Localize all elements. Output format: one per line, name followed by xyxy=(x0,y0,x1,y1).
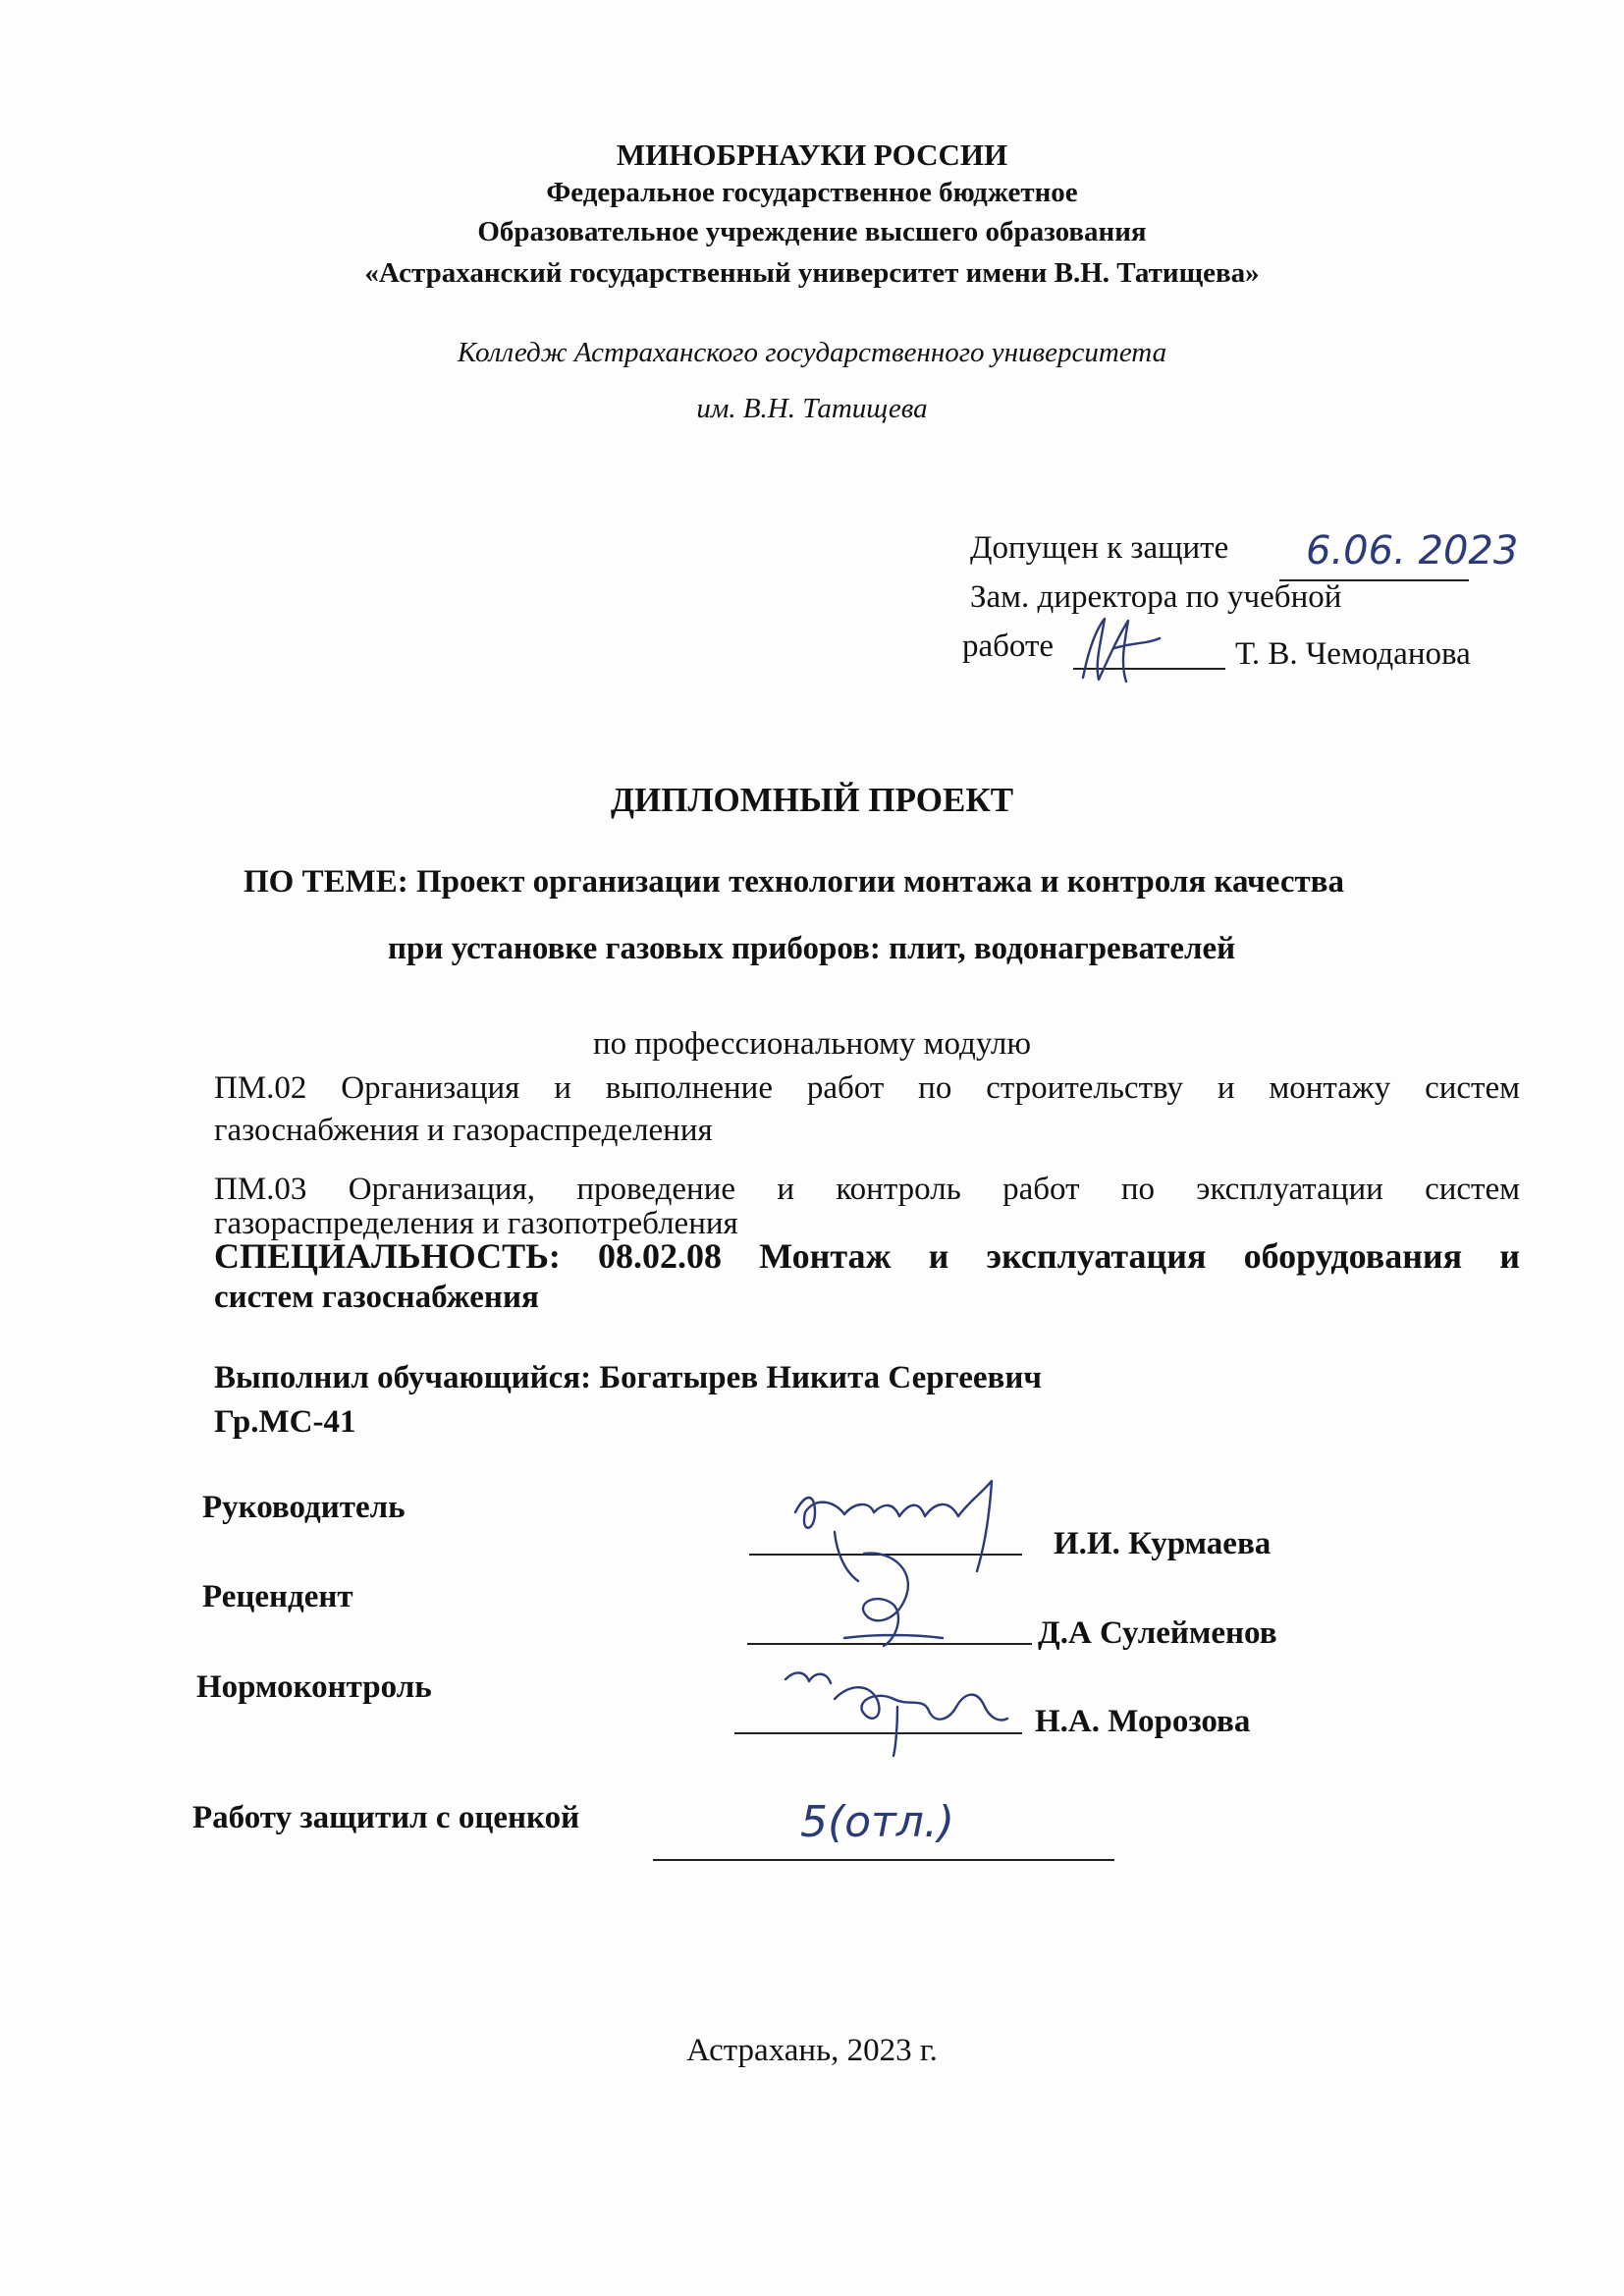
reviewer-signature-icon xyxy=(825,1544,962,1652)
performer-line: Выполнил обучающийся: Богатырев Никита Сергеевич xyxy=(214,1360,1042,1395)
ministry-heading: МИНОБРНАУКИ РОССИИ xyxy=(616,137,1008,172)
normcontrol-signature-icon xyxy=(776,1650,1011,1758)
specialty-line-1: СПЕЦИАЛЬНОСТЬ: 08.02.08 Монтаж и эксплуатация оборудования и xyxy=(214,1236,1520,1276)
grade-underline xyxy=(653,1859,1114,1861)
college-name-line-2: им. В.Н. Татищева xyxy=(696,393,928,424)
deputy-director-line: Зам. директора по учебной xyxy=(970,579,1342,615)
module-intro: по профессиональному модулю xyxy=(592,1026,1032,1062)
institution-line-1: Федеральное государственное бюджетное xyxy=(546,177,1078,208)
city-year: Астрахань, 2023 г. xyxy=(686,2033,938,2068)
supervisor-name: И.И. Курмаева xyxy=(1054,1526,1272,1561)
college-name-line-1: Колледж Астраханского государственного университета xyxy=(457,337,1167,368)
performer-group: Гр.МС-41 xyxy=(214,1404,356,1440)
reviewer-name: Д.А Сулейменов xyxy=(1038,1615,1277,1651)
pm03-line-1: ПМ.03 Организация, проведение и контроль работ по эксплуатации систем xyxy=(214,1172,1520,1207)
deputy-director-line-2 xyxy=(962,629,1054,665)
normcontrol-role: Нормоконтроль xyxy=(196,1669,432,1705)
deputy-name: Т. В. Чемоданова xyxy=(1235,636,1471,672)
university-name: «Астраханский государственный университет имени В.Н. Татищева» xyxy=(364,257,1260,289)
pm02-line-1: ПМ.02 Организация и выполнение работ по строительству и монтажу систем xyxy=(214,1070,1520,1106)
topic-line-2: при установке газовых приборов: плит, водонагревателей xyxy=(388,931,1236,966)
deputy-work-label: работе xyxy=(962,629,1055,664)
pm03-line-2: газораспределения и газопотребления xyxy=(214,1206,738,1241)
deputy-signature-icon xyxy=(1075,609,1164,687)
normcontrol-name: Н.А. Морозова xyxy=(1035,1704,1251,1739)
supervisor-role: Руководитель xyxy=(202,1490,406,1525)
institution-line-2: Образовательное учреждение высшего образования xyxy=(477,216,1147,247)
pm02-line-2: газоснабжения и газораспределения xyxy=(214,1113,713,1148)
document-title: ДИПЛОМНЫЙ ПРОЕКТ xyxy=(610,781,1014,819)
reviewer-role: Рецендент xyxy=(202,1579,353,1614)
topic-line-1: ПО ТЕМЕ: Проект организации технологии монтажа и контроля качества xyxy=(244,864,1345,900)
specialty-line-2: систем газоснабжения xyxy=(214,1280,539,1315)
grade-handwritten: 5(отл.) xyxy=(800,1797,954,1847)
grade-label: Работу защитил с оценкой xyxy=(192,1800,580,1835)
admitted-label: Допущен к защите xyxy=(970,530,1229,566)
admitted-date-handwritten: 6.06. 2023 xyxy=(1306,528,1519,574)
admitted-to-defense xyxy=(970,530,1228,567)
